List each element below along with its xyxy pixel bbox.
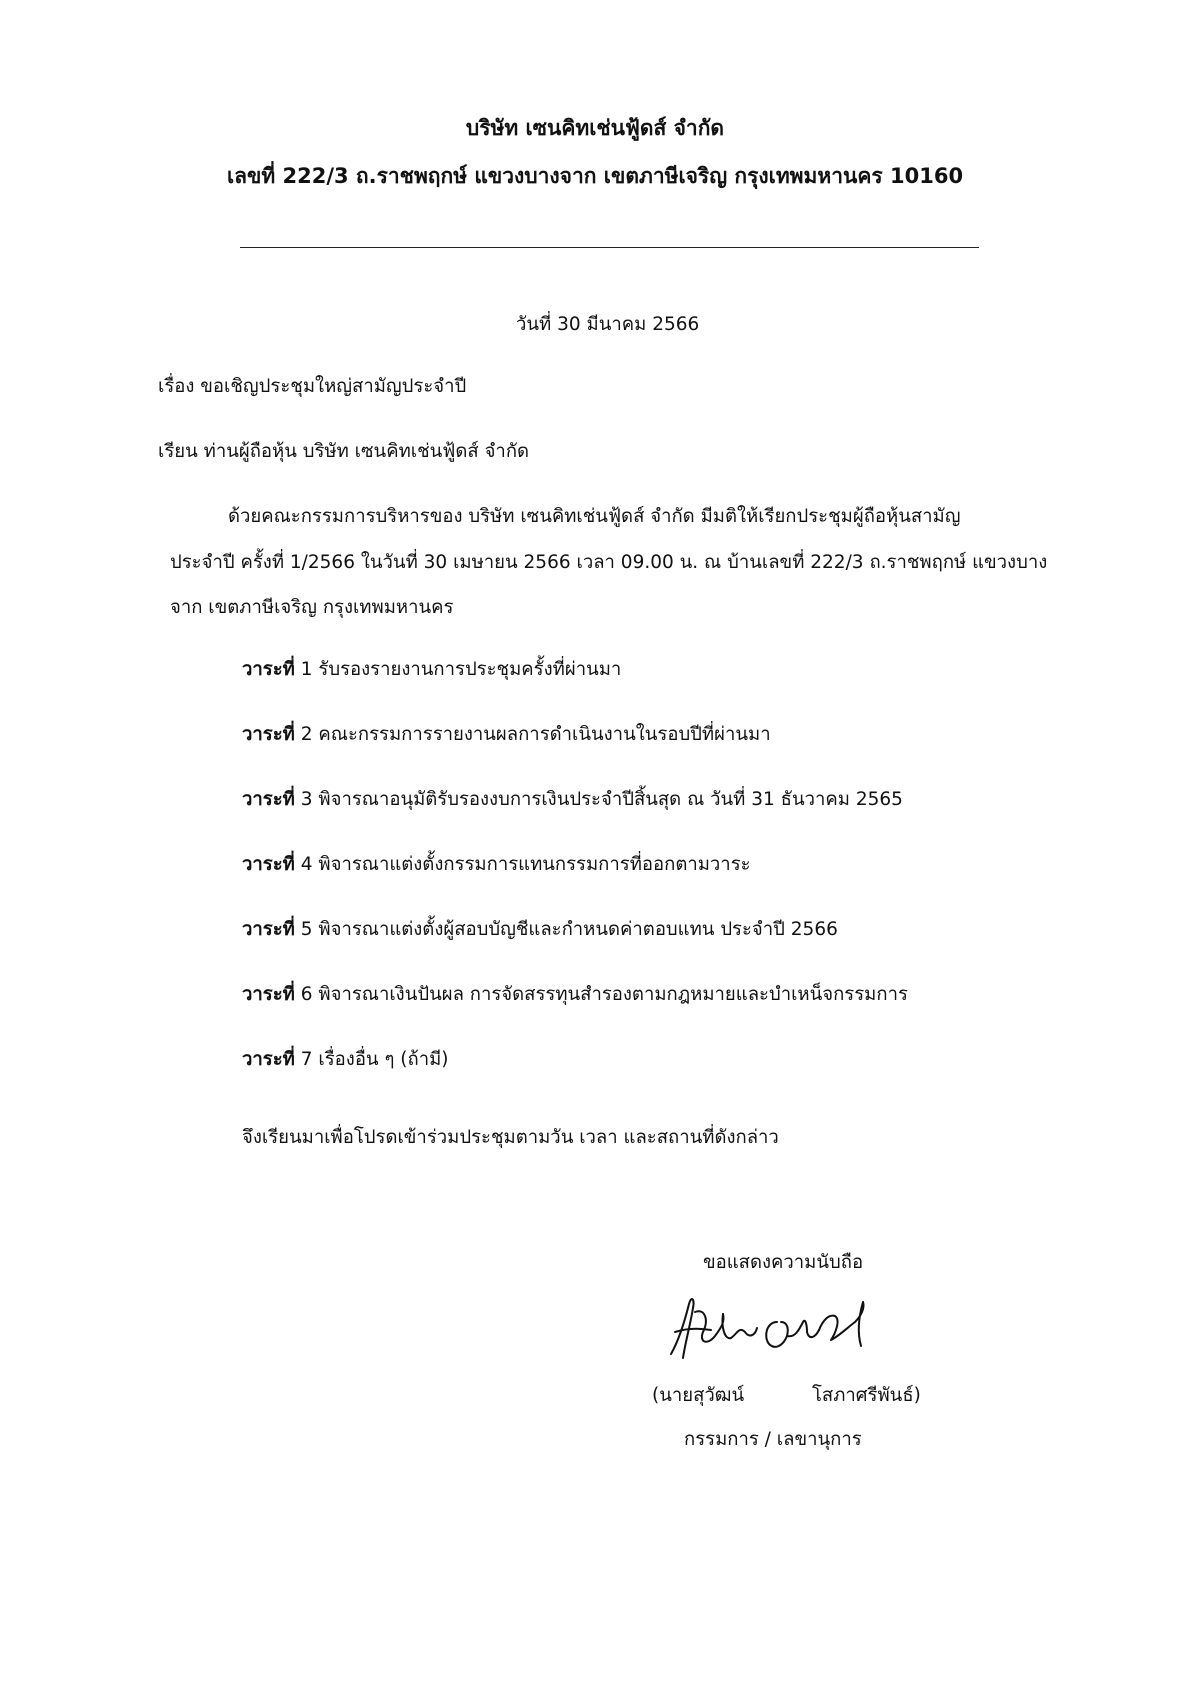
body-line-1: ด้วยคณะกรรมการบริหารของ บริษัท เซนคิทเช่นฟู้ดส์ จำกัด มีมติให้เรียกประชุมผู้ถือหุ้นสามัญ <box>228 506 961 527</box>
letter-subject: เรื่อง ขอเชิญประชุมใหญ่สามัญประจำปี <box>158 376 467 397</box>
agenda-item-5 <box>242 915 838 944</box>
signature-image <box>665 1292 875 1372</box>
agenda-label: วาระที่ <box>242 724 295 745</box>
company-name: บริษัท เซนคิทเช่นฟู้ดส์ จำกัด <box>465 116 725 140</box>
company-address: เลขที่ 222/3 ถ.ราชพฤกษ์ แขวงบางจาก เขตภาษีเจริญ กรุงเทพมหานคร 10160 <box>226 164 964 188</box>
body-line-2: ประจำปี ครั้งที่ 1/2566 ในวันที่ 30 เมษายน 2566 เวลา 09.00 น. ณ บ้านเลขที่ 222/3 ถ.ราชพฤกษ์ แขวงบาง <box>170 552 1048 573</box>
agenda-number: 5 <box>300 919 313 940</box>
agenda-label: วาระที่ <box>242 789 295 810</box>
closing-sentence: จึงเรียนมาเพื่อโปรดเข้าร่วมประชุมตามวัน เวลา และสถานที่ดังกล่าว <box>242 1127 779 1148</box>
agenda-number: 1 <box>300 659 313 680</box>
signer-name-last: โสภาศรีพันธ์) <box>812 1385 921 1406</box>
signer-name-first: (นายสุวัฒน์ <box>652 1385 745 1406</box>
body-line-3: จาก เขตภาษีเจริญ กรุงเทพมหานคร <box>170 597 454 618</box>
agenda-label: วาระที่ <box>242 854 295 875</box>
agenda-text: พิจารณาแต่งตั้งกรรมการแทนกรรมการที่ออกตามวาระ <box>318 854 751 875</box>
agenda-item-2 <box>242 720 771 749</box>
agenda-text: รับรองรายงานการประชุมครั้งที่ผ่านมา <box>318 659 622 680</box>
letter-recipient: เรียน ท่านผู้ถือหุ้น บริษัท เซนคิทเช่นฟู้ดส์ จำกัด <box>158 441 530 462</box>
agenda-text: เรื่องอื่น ๆ (ถ้ามี) <box>318 1049 449 1070</box>
regards-text: ขอแสดงความนับถือ <box>703 1252 864 1273</box>
agenda-number: 2 <box>300 724 313 745</box>
agenda-number: 4 <box>300 854 313 875</box>
agenda-label: วาระที่ <box>242 984 295 1005</box>
agenda-label: วาระที่ <box>242 919 295 940</box>
agenda-item-7 <box>242 1045 449 1074</box>
agenda-text: คณะกรรมการรายงานผลการดำเนินงานในรอบปีที่ผ่านมา <box>318 724 771 745</box>
agenda-text: พิจารณาแต่งตั้งผู้สอบบัญชีและกำหนดค่าตอบแทน ประจำปี 2566 <box>318 919 838 940</box>
header-divider <box>240 247 979 248</box>
agenda-text: พิจารณาอนุมัติรับรองงบการเงินประจำปีสิ้นสุด ณ วันที่ 31 ธันวาคม 2565 <box>318 789 903 810</box>
letter-date: วันที่ 30 มีนาคม 2566 <box>516 314 700 335</box>
agenda-text: พิจารณาเงินปันผล การจัดสรรทุนสำรองตามกฎหมายและบำเหน็จกรรมการ <box>318 984 908 1005</box>
agenda-number: 7 <box>300 1049 313 1070</box>
agenda-item-6 <box>242 980 908 1009</box>
agenda-item-4 <box>242 850 751 879</box>
agenda-number: 6 <box>300 984 313 1005</box>
signer-position: กรรมการ / เลขานุการ <box>684 1429 862 1450</box>
agenda-label: วาระที่ <box>242 659 295 680</box>
agenda-label: วาระที่ <box>242 1049 295 1070</box>
agenda-item-3 <box>242 785 903 814</box>
agenda-number: 3 <box>300 789 313 810</box>
agenda-item-1 <box>242 655 621 684</box>
